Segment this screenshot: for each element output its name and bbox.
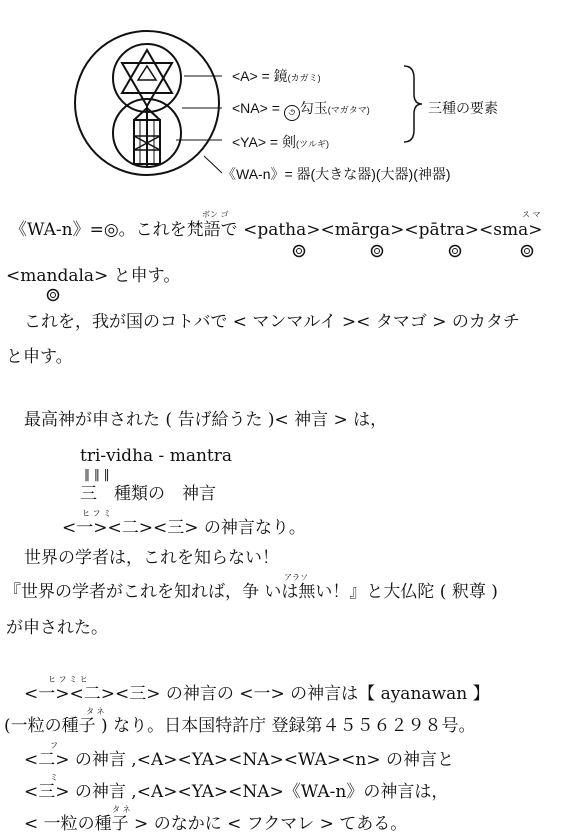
label-wan: 《WA-n》= 器(大きな器)(大器)(神器) — [222, 166, 451, 182]
bracket-label: 三種の要素 — [428, 100, 498, 116]
line-9: 世界の学者は，これを知らない！ — [24, 548, 279, 568]
sacred-symbol-diagram — [72, 28, 222, 178]
ring-mark — [520, 244, 534, 258]
line-6: tri-vidha - mantra — [80, 446, 232, 466]
line-7: 三 種類の 神言 — [80, 484, 216, 504]
ruby-suma: ス マ — [522, 210, 541, 219]
line-5: 最高神が申された ( 告げ給うた )< 神言 > は， — [24, 410, 388, 430]
line-7-eq: ‖ ‖ ‖ — [84, 467, 110, 481]
line-11: が申された。 — [6, 618, 108, 638]
ruby-fu: フ — [50, 741, 58, 750]
magatama-icon: ૭ — [284, 105, 300, 121]
line-16: < 一粒の種子 > のなかに < フクマレ > てある。 — [24, 814, 408, 834]
line-1: 《WA-n》=◎。これを梵語で <patha><mārga><pātra><sma> — [10, 220, 543, 240]
ruby-tane-2: タ ネ — [112, 805, 131, 814]
ruby-araso: アラソ — [284, 573, 308, 582]
ring-mark — [448, 244, 462, 258]
label-a: <A> = 鏡(カガミ) — [232, 68, 321, 84]
line-8: <一><二><三> の神言なり。 — [62, 518, 306, 538]
line-3: これを，我が国のコトバで < マンマルイ >< タマゴ > のカタチ — [24, 312, 520, 332]
ring-mark — [370, 244, 384, 258]
line-10: 『世界の学者がこれを知れば，争 いは無い！』と大仏陀 ( 釈尊 ) — [4, 582, 498, 602]
ring-mark — [292, 244, 306, 258]
ruby-hifumi: ヒ フ ミ — [82, 509, 112, 518]
ruby-mi: ミ — [50, 773, 58, 782]
ruby-bongo: ボン ゴ — [202, 210, 229, 219]
curly-bracket — [402, 64, 424, 144]
line-12: <一><二><三> の神言の <一> の神言は【 ayanawan 】 — [24, 684, 490, 704]
line-2: <mandala> と申す。 — [6, 266, 181, 286]
line-4: と申す。 — [6, 347, 73, 367]
ring-mark — [46, 288, 60, 302]
line-15: <三> の神言 ,<A><YA><NA>《WA-n》の神言は， — [24, 782, 449, 802]
label-na: <NA> = ૭ 勾玉(マガタマ) — [232, 98, 370, 121]
label-ya: <YA> = 剣(ツルギ) — [232, 134, 329, 150]
ruby-line-12: ヒ フ ミ ヒ — [48, 675, 88, 684]
ruby-tane-1: タ ネ — [86, 707, 105, 716]
line-14: <二> の神言 ,<A><YA><NA><WA><n> の神言と — [24, 750, 455, 770]
line-13: (一粒の種子 ) なり。日本国特許庁 登録第４５５６２９８号。 — [4, 716, 476, 736]
